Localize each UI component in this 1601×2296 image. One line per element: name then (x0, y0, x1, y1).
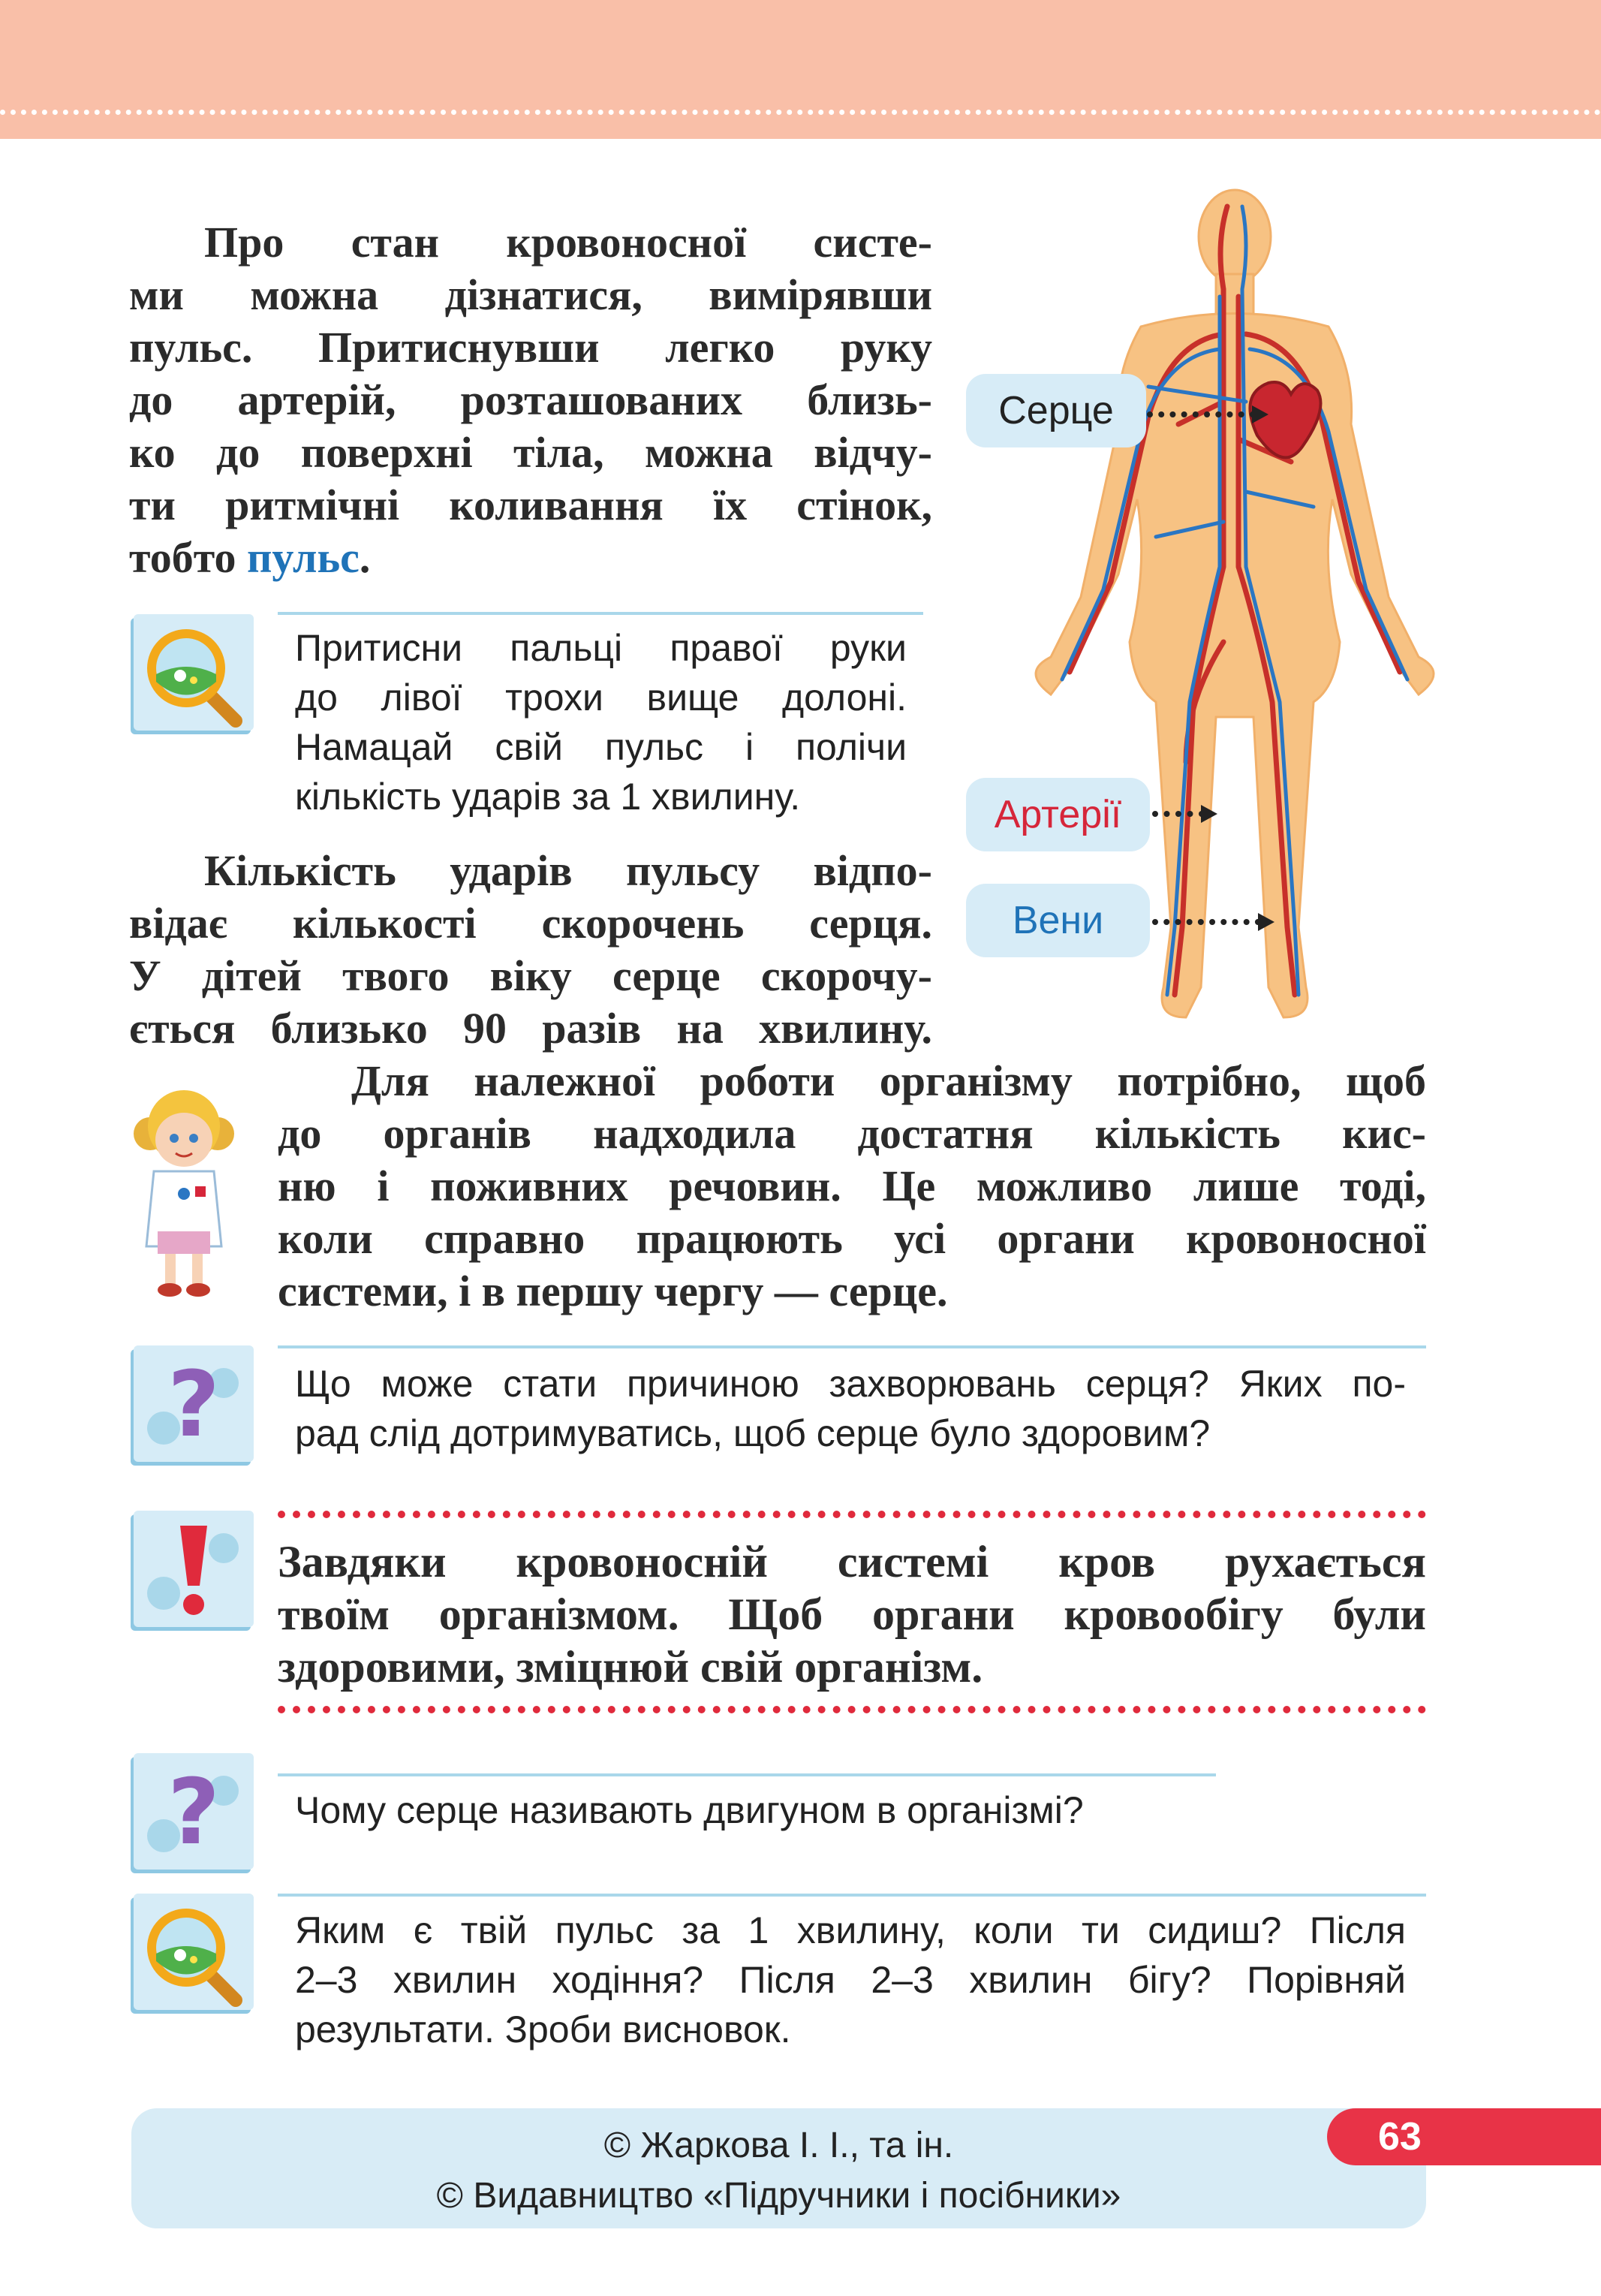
arteries-pointer-line (1152, 811, 1205, 817)
intro-line: ко до поверхні тіла, можна відчу- (129, 428, 932, 477)
intro-line: ми можна дізнатися, вимірявши (129, 270, 932, 319)
conclusion-bottom-dots (278, 1706, 1426, 1713)
svg-text:?: ? (167, 1761, 220, 1865)
label-arteries: Артерії (966, 778, 1150, 851)
task2-divider (278, 1894, 1426, 1897)
important-tile (134, 1511, 254, 1627)
header-band (0, 0, 1601, 139)
term-pulse: пульс (246, 533, 360, 582)
pulse-paragraph: Кількість ударів пульсу відпо- відає кількості скорочень серця. У дітей твого віку серце скорочу- ється близько 90 разів на хвилину. (129, 846, 932, 1053)
intro-line: пульс. Притиснувши легко руку (129, 323, 932, 372)
girl-doctor-illustration (120, 1081, 248, 1306)
intro-line: до артерій, розташованих близь- (129, 375, 932, 424)
magnifier-icon (134, 614, 254, 731)
question2-text: Чому серце називають двигуном в організмі? (295, 1789, 1084, 1831)
conclusion-text: Завдяки кровоносній системі кров рухається твоїм організмом. Щоб органи кровообігу були здоровими, зміцнюй свій організм. (278, 1537, 1426, 1692)
veins-pointer-line (1152, 919, 1261, 925)
question-tile (134, 1345, 254, 1462)
question-mark-icon (134, 1345, 254, 1462)
svg-text:?: ? (167, 1353, 220, 1457)
task2-text: Яким є твій пульс за 1 хвилину, коли ти сидиш? Після 2–3 хвилин ходіння? Після 2–3 хвилин бігу? Порівняй результати. Зроби висновок. (295, 1909, 1406, 2050)
task1-text: Притисни пальці правої руки до лівої трохи вище долоні. Намацай свій пульс і полічи кількість ударів за 1 хвилину. (295, 627, 907, 818)
label-heart: Серце (966, 374, 1146, 447)
magnifier-tile (134, 614, 254, 731)
task1-divider (278, 612, 923, 615)
veins-pointer-arrowhead (1258, 913, 1274, 931)
intro-last-line: тобто пульс. (129, 533, 371, 582)
header-dotted-line (0, 110, 1601, 115)
intro-line: ти ритмічні коливання їх стінок, (129, 481, 932, 529)
footer-copyright-publisher: © Видавництво «Підручники і посібники» (436, 2176, 1121, 2216)
question1-text: Що може стати причиною захворювань серця? Яких по- рад слід дотримуватись, щоб серце було здоровим? (295, 1363, 1406, 1454)
footer-copyright-authors: © Жаркова І. І., та ін. (603, 2126, 954, 2165)
question-mark-icon (134, 1753, 254, 1870)
exclamation-icon (134, 1511, 254, 1627)
organism-paragraph: Для належної роботи організму потрібно, щоб до органів надходила достатня кількість кис- ню і поживних речовин. Це можливо лише тоді, коли справно працюють усі органи кровоносної системи, і в першу чергу — серце. (278, 1056, 1426, 1315)
magnifier-icon (134, 1894, 254, 2010)
heart-pointer-line (1147, 411, 1256, 417)
question1-divider (278, 1345, 1426, 1348)
page-number: 63 (1327, 2108, 1601, 2165)
question-tile (134, 1753, 254, 1870)
heart-pointer-arrowhead (1252, 405, 1268, 423)
conclusion-top-dots (278, 1511, 1426, 1518)
intro-line: Про стан кровоносної систе- (204, 218, 932, 267)
label-veins: Вени (966, 884, 1150, 957)
arteries-pointer-arrowhead (1201, 805, 1217, 823)
question2-divider (278, 1773, 1216, 1776)
magnifier-tile (134, 1894, 254, 2010)
intro-paragraph (129, 216, 932, 584)
